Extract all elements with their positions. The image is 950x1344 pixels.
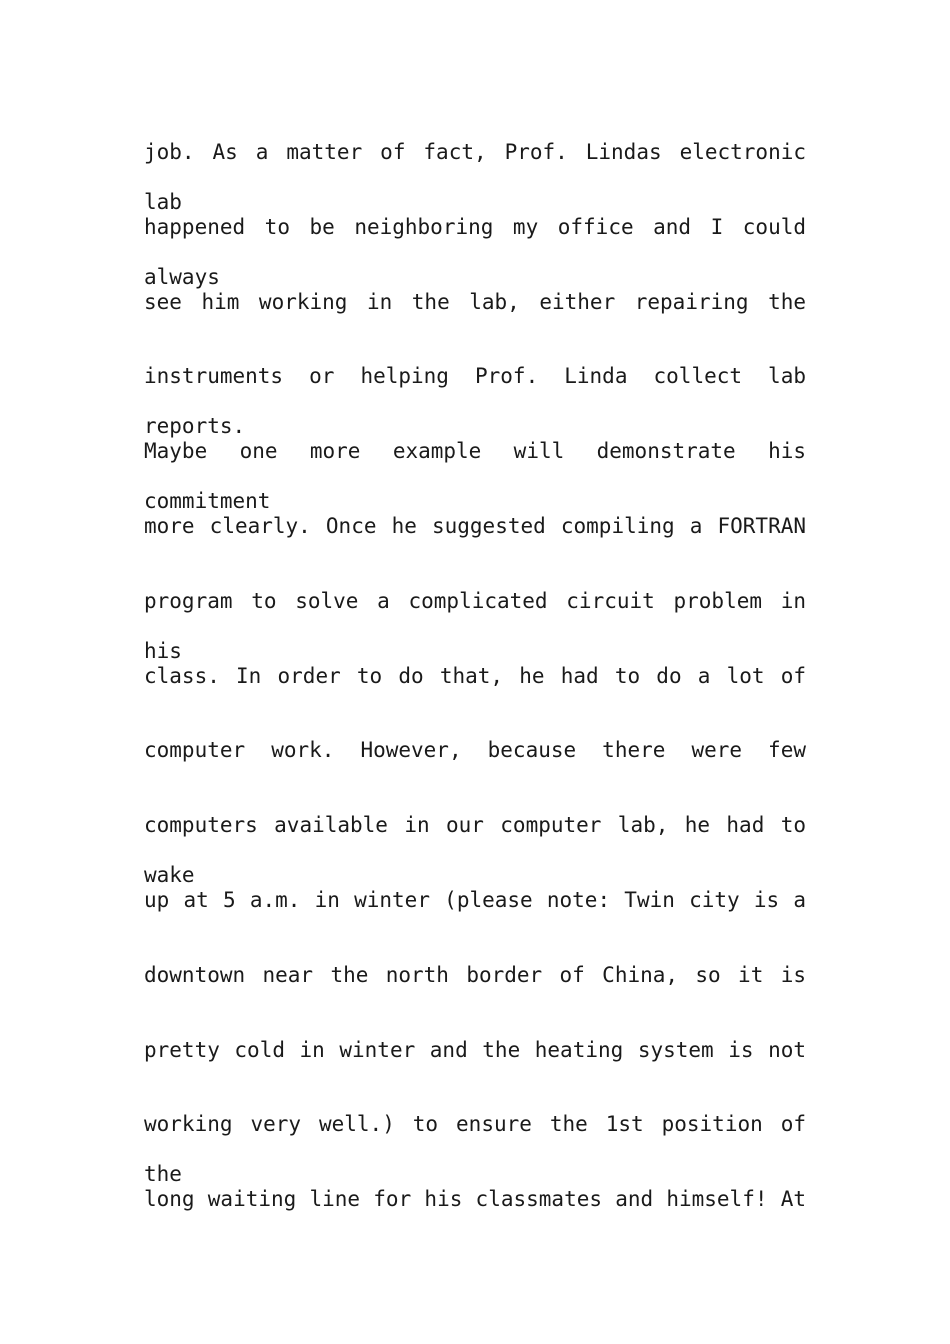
text-line: up at 5 a.m. in winter (please note: Twin city is a	[144, 887, 806, 912]
text-line: working very well.) to ensure the 1st position of the	[144, 1112, 806, 1187]
text-line: job. As a matter of fact, Prof. Lindas electronic lab	[144, 140, 806, 214]
text-line: Maybe one more example will demonstrate his commitment	[144, 439, 806, 514]
text-line: computers available in our computer lab, he had to wake	[144, 813, 806, 888]
body-text	[144, 127, 806, 1249]
text-line: downtown near the north border of China, so it is	[144, 962, 806, 987]
text-line: see him working in the lab, either repairing the	[144, 289, 806, 314]
text-line: instruments or helping Prof. Linda collect lab reports.	[144, 364, 806, 439]
text-line: class. In order to do that, he had to do a lot of	[144, 663, 806, 688]
text-line: long waiting line for his classmates and himself! At	[144, 1187, 806, 1212]
text-line: program to solve a complicated circuit problem in his	[144, 588, 806, 663]
text-line: happened to be neighboring my office and I could always	[144, 214, 806, 289]
text-line: pretty cold in winter and the heating system is not	[144, 1037, 806, 1062]
text-line: computer work. However, because there were few	[144, 738, 806, 763]
text-line: more clearly. Once he suggested compiling a FORTRAN	[144, 513, 806, 538]
